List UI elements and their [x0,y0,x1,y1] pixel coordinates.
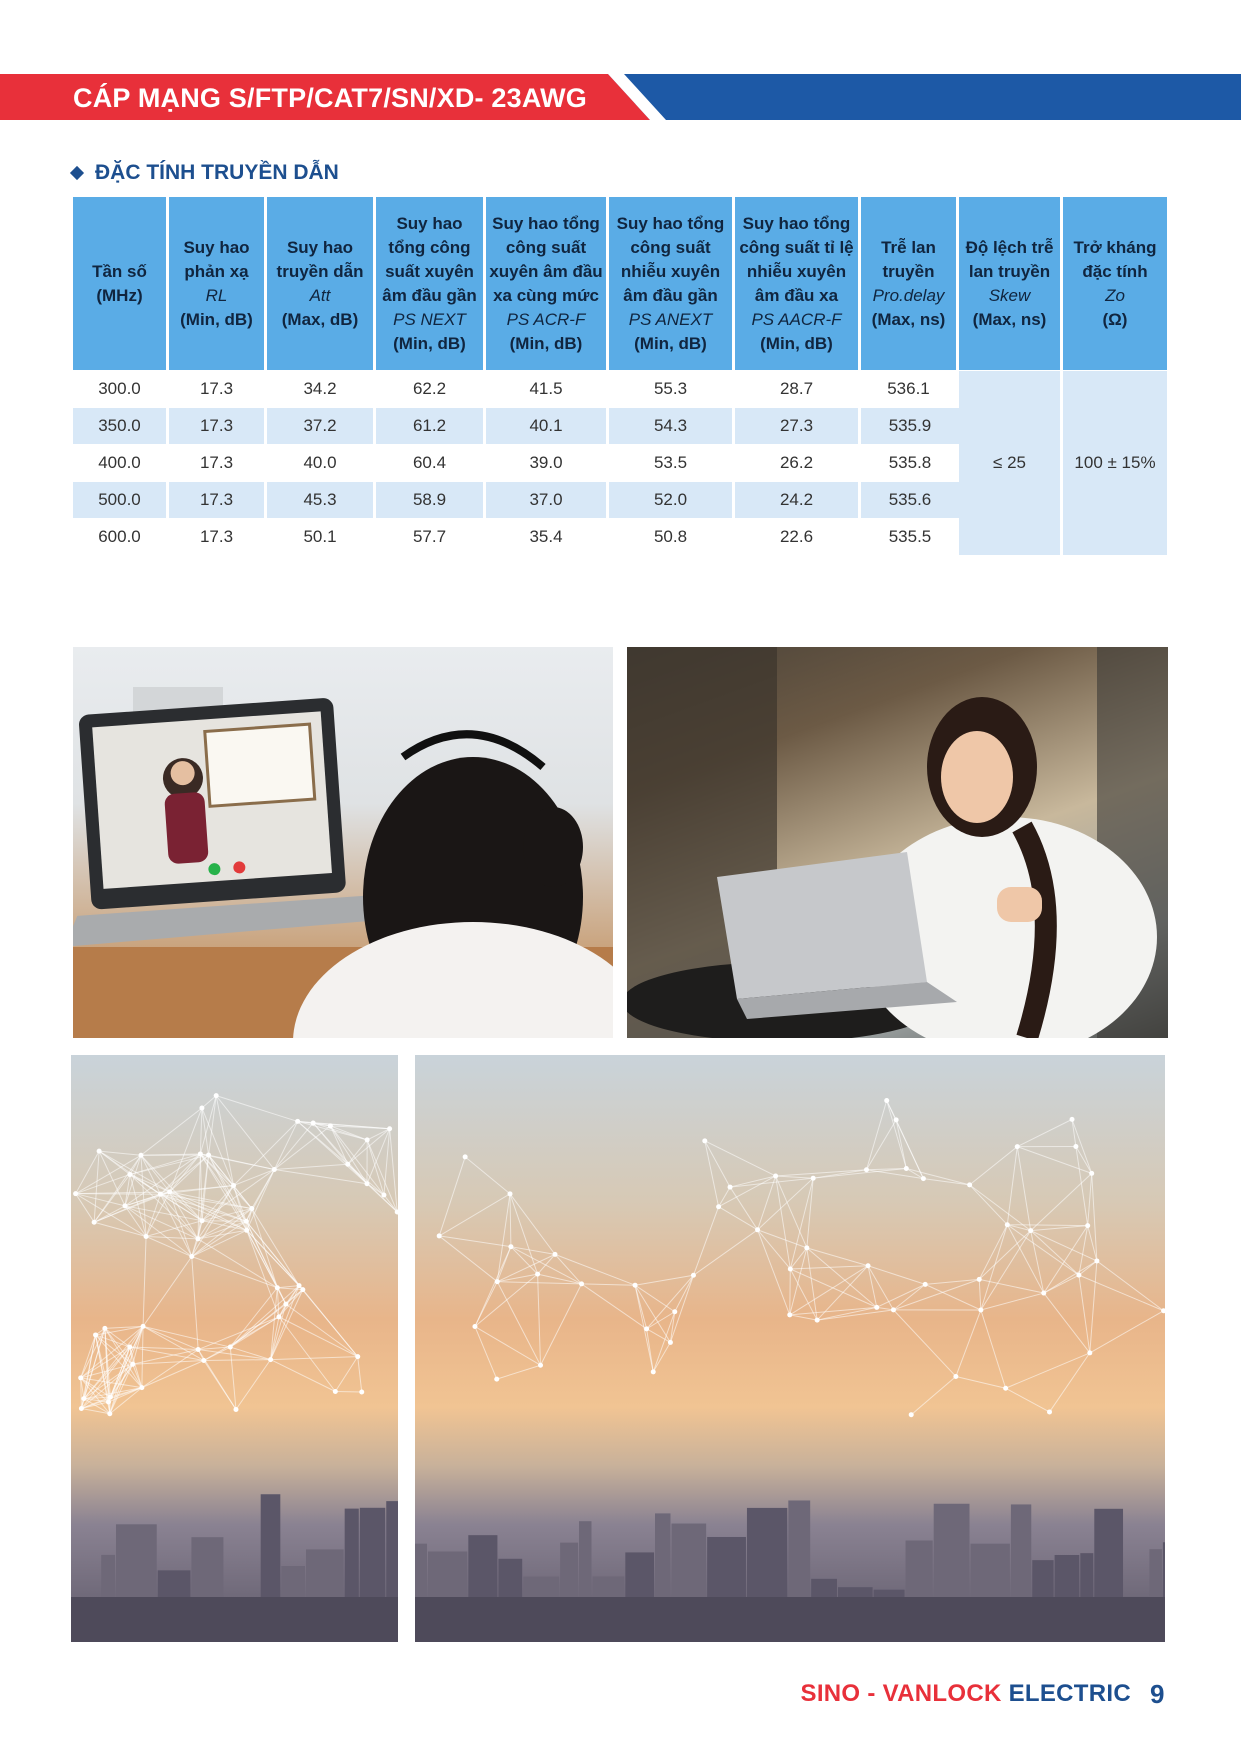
brand-dash: - [860,1680,883,1707]
brand-sino: SINO [800,1680,861,1707]
table-cell: 500.0 [73,481,169,518]
column-header [735,197,861,370]
column-symbol: Skew [988,285,1031,305]
column-header [609,197,735,370]
column-symbol: Pro.delay [872,285,945,305]
table-cell: 17.3 [169,370,267,407]
table-cell: 535.9 [861,407,959,444]
table-cell: 350.0 [73,407,169,444]
column-header [861,197,959,370]
column-header-line: công suất tỉ lệ [739,237,854,257]
column-header-line: công suất [505,237,587,257]
column-header-line: nhiễu xuyên [620,261,721,281]
column-header-line: (Min, dB) [509,333,583,353]
table-cell: 28.7 [735,370,861,407]
column-header [959,197,1063,370]
column-header [486,197,609,370]
column-header [267,197,376,370]
column-header-line: (MHz) [96,285,143,305]
table-cell: 60.4 [376,444,486,481]
transmission-spec-table [73,197,1167,555]
column-header-line: Độ lệch trễ [965,237,1054,257]
column-header-line: xa cùng mức [493,285,599,305]
table-cell: 17.3 [169,518,267,555]
table-cell: 300.0 [73,370,169,407]
column-header-line: (Max, ns) [871,309,946,329]
column-symbol: Att [309,285,331,305]
column-header-line: đặc tính [1082,261,1148,281]
column-header-line: suất xuyên [385,261,474,281]
table-cell: 17.3 [169,481,267,518]
city-network-photo-right [415,1055,1165,1642]
column-header-line: Trễ lan [881,237,936,257]
column-header-line: âm đầu xa [754,285,839,305]
table-cell: 17.3 [169,407,267,444]
table-cell: 600.0 [73,518,169,555]
column-header-line: (Min, dB) [180,309,253,329]
table-cell: 535.5 [861,518,959,555]
column-header-line: (Max, ns) [972,309,1047,329]
column-header [169,197,267,370]
column-header-line: Suy hao tổng [616,213,725,233]
column-header [73,197,169,370]
table-cell: 41.5 [486,370,609,407]
table-cell: 24.2 [735,481,861,518]
brand-electric: ELECTRIC [1001,1680,1131,1707]
table-cell: 26.2 [735,444,861,481]
column-header-line: Suy hao [183,237,250,257]
column-header-line: truyền dẫn [276,261,364,281]
table-cell: 27.3 [735,407,861,444]
column-header-line: (Min, dB) [393,333,466,353]
skew-value-cell: ≤ 25 [959,370,1063,555]
table-cell: 45.3 [267,481,376,518]
column-header-line: nhiễu xuyên [746,261,847,281]
brand-vanlock: VANLOCK [882,1680,1002,1707]
table-cell: 52.0 [609,481,735,518]
column-header-line: âm đầu gần [623,285,718,305]
column-header-line: Suy hao tổng [742,213,851,233]
table-cell: 61.2 [376,407,486,444]
column-symbol: RL [205,285,228,305]
impedance-value-cell: 100 ± 15% [1063,370,1167,555]
table-cell: 50.1 [267,518,376,555]
table-cell: 53.5 [609,444,735,481]
city-network-photo-left [71,1055,398,1642]
table-cell: 57.7 [376,518,486,555]
table-cell: 22.6 [735,518,861,555]
column-symbol: PS ACR-F [506,309,586,329]
table-header-row [73,197,1167,370]
table-cell: 37.2 [267,407,376,444]
column-symbol: PS NEXT [393,309,466,329]
column-header-line: tổng công [388,237,471,257]
column-header-line: Suy hao [396,213,463,233]
diamond-bullet-icon [70,166,84,180]
section-heading [70,158,339,188]
table-cell: 536.1 [861,370,959,407]
column-header-line: Suy hao [286,237,354,257]
column-header-line: công suất [630,237,711,257]
column-header-line: xuyên âm đầu [489,261,603,281]
column-symbol: PS ANEXT [628,309,713,329]
footer-brand [801,1676,1131,1712]
table-body [73,370,1167,555]
table-cell: 58.9 [376,481,486,518]
column-header-line: truyền [882,261,935,281]
table-cell: 34.2 [267,370,376,407]
product-title: CÁP MẠNG S/FTP/CAT7/SN/XD- 23AWG [73,83,587,113]
table-cell: 37.0 [486,481,609,518]
column-header-line: âm đầu gần [382,285,477,305]
column-symbol: Zo [1105,285,1125,305]
table-cell: 50.8 [609,518,735,555]
page-number: 9 [1150,1679,1165,1709]
section-heading-text: ĐẶC TÍNH TRUYỀN DẪN [95,161,339,184]
table-cell: 535.8 [861,444,959,481]
table-cell: 17.3 [169,444,267,481]
column-header-line: Tần số [92,261,147,281]
column-header-line: Trở kháng [1073,237,1157,257]
table-cell: 62.2 [376,370,486,407]
table-cell: 54.3 [609,407,735,444]
table-cell: 39.0 [486,444,609,481]
table-row [73,370,1167,407]
column-header [1063,197,1167,370]
column-header-line: lan truyền [968,261,1051,281]
table-cell: 535.6 [861,481,959,518]
student-video-call-photo [73,647,613,1038]
column-header-line: Suy hao tổng [492,213,600,233]
column-header [376,197,486,370]
woman-laptop-photo [627,647,1168,1038]
column-header-line: (Ω) [1102,309,1128,329]
column-header-line: (Max, dB) [281,309,359,329]
table-cell: 40.1 [486,407,609,444]
table-cell: 55.3 [609,370,735,407]
table-cell: 40.0 [267,444,376,481]
table-cell: 35.4 [486,518,609,555]
table-cell: 400.0 [73,444,169,481]
column-header-line: phản xạ [184,261,249,281]
column-header-line: (Min, dB) [760,333,833,353]
column-symbol: PS AACR-F [751,309,842,329]
column-header-line: (Min, dB) [634,333,707,353]
